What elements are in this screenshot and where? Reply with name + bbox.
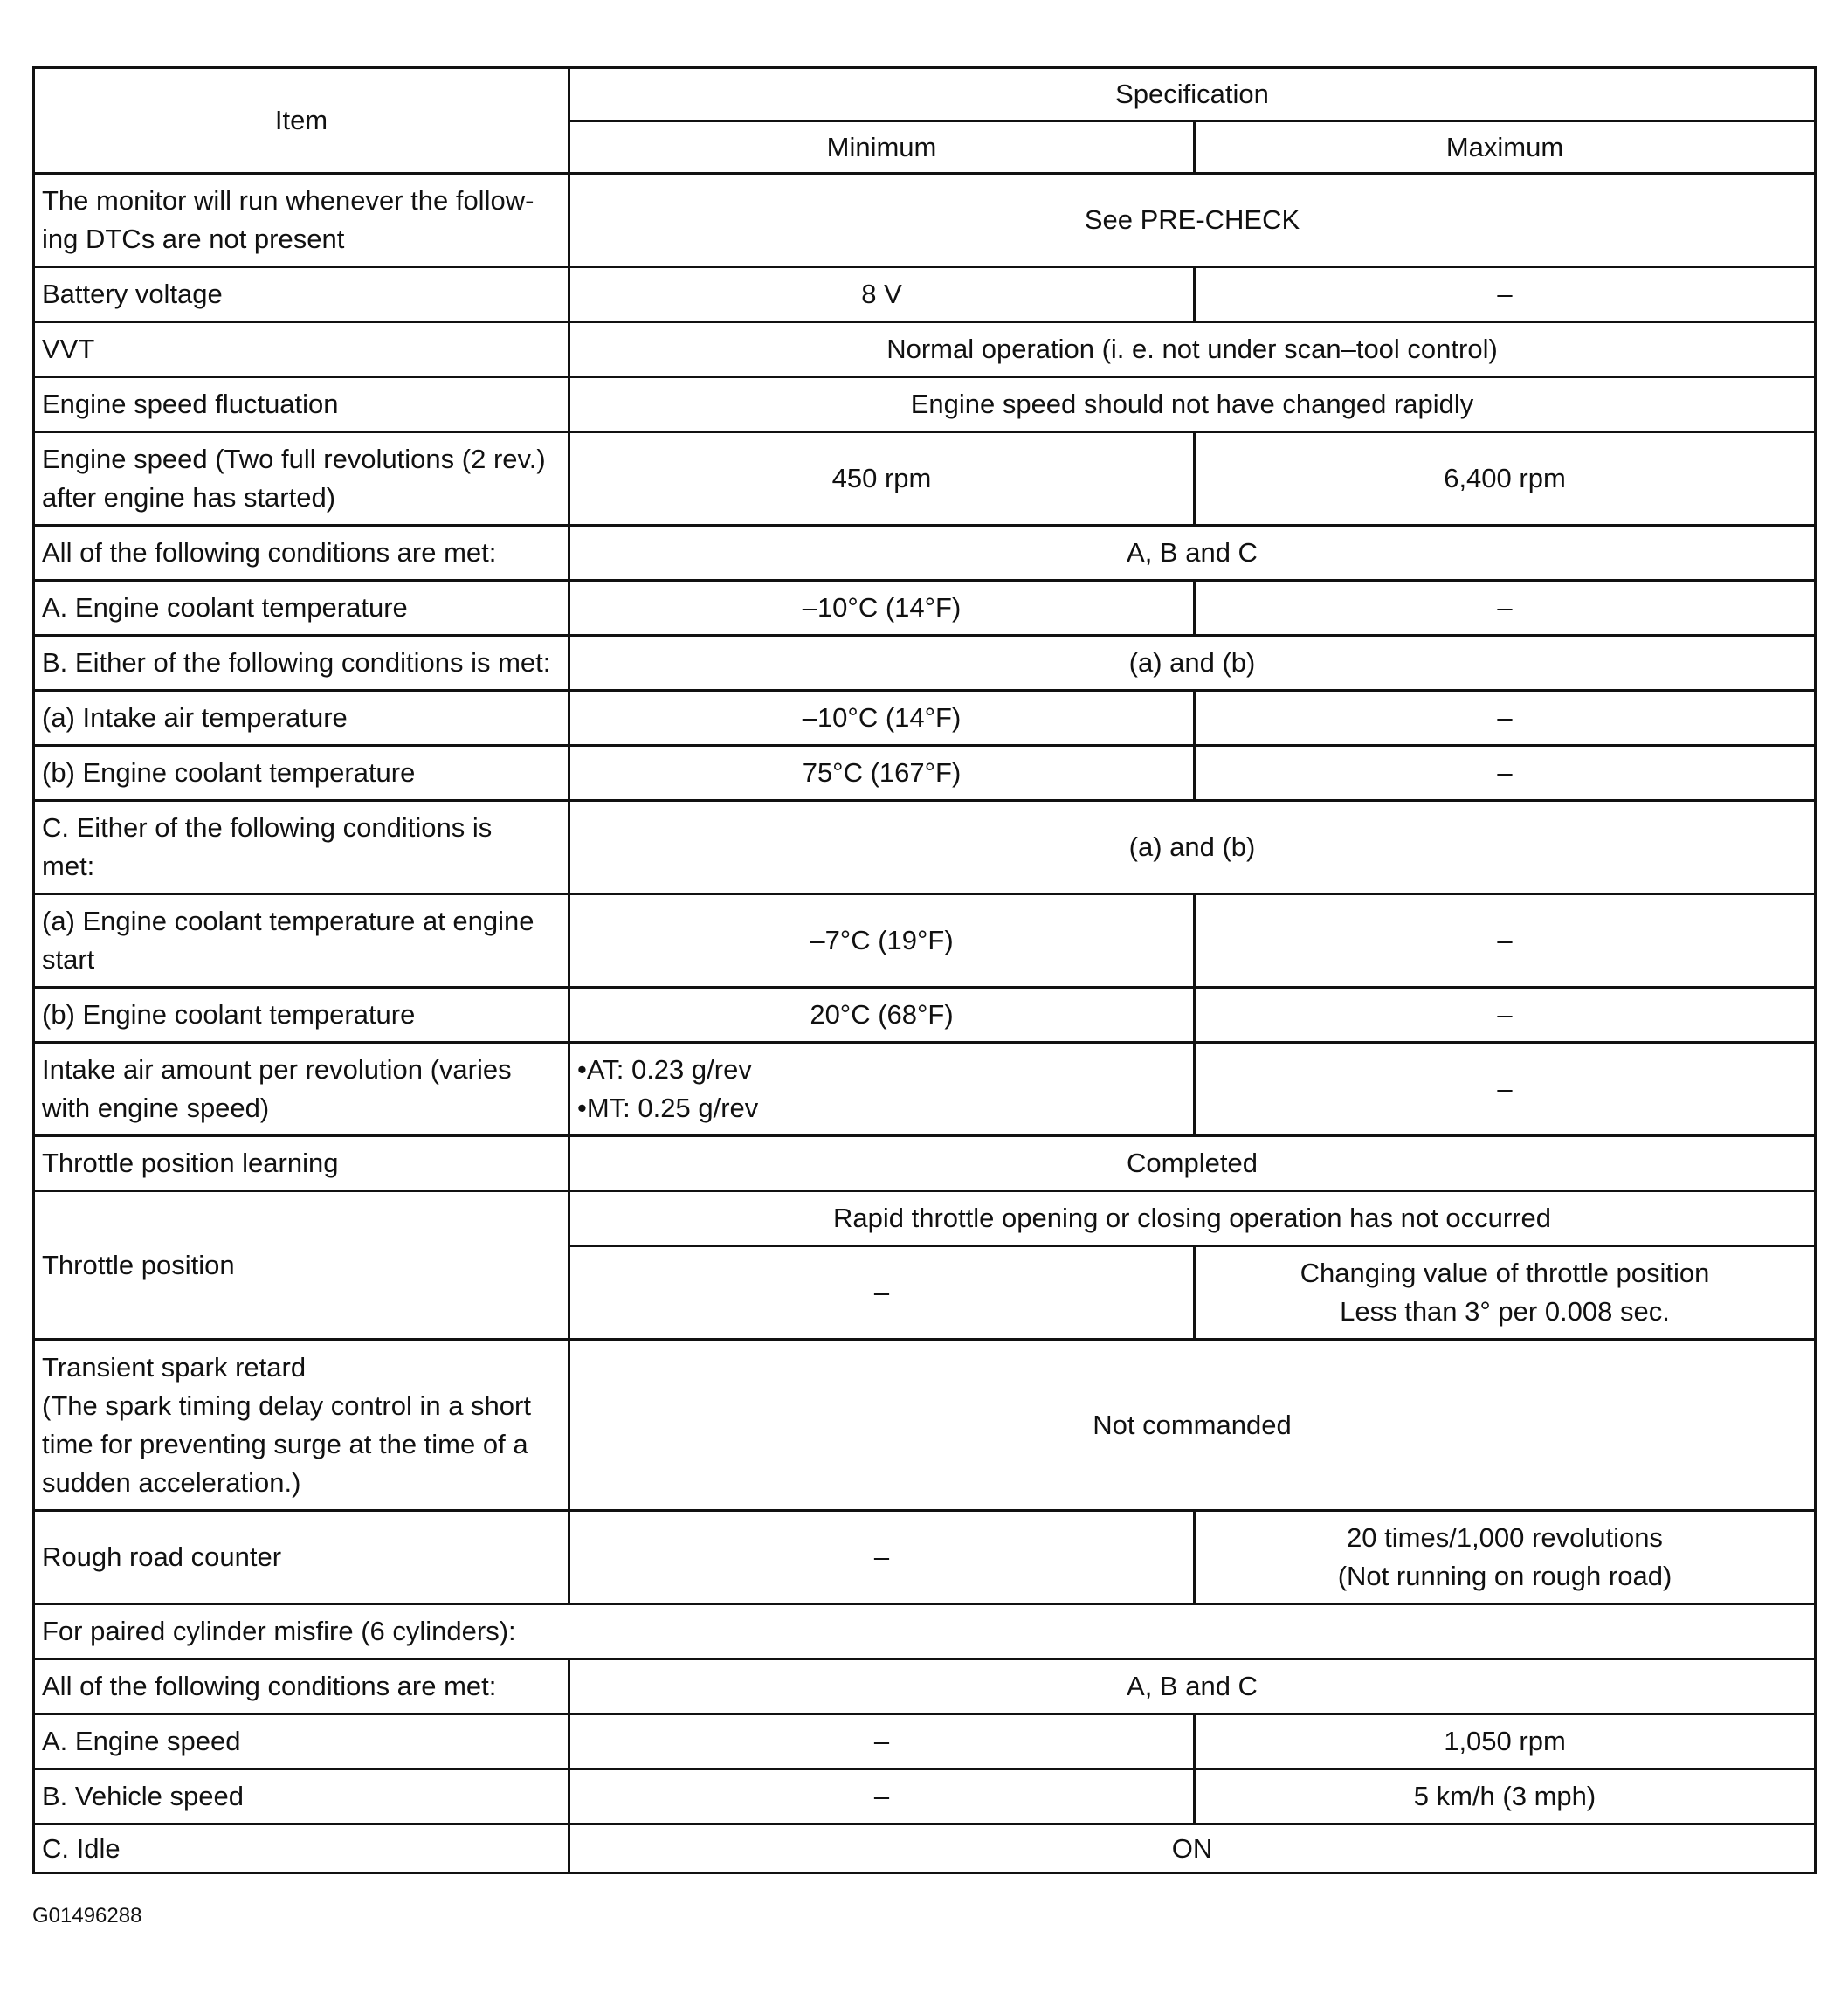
item-cell: Engine speed fluctuation bbox=[34, 377, 569, 432]
max-value: – bbox=[1195, 691, 1816, 746]
table-row bbox=[34, 377, 1816, 432]
item-cell: Rough road counter bbox=[34, 1511, 569, 1604]
figure-code: G01496288 bbox=[32, 1904, 142, 1927]
item-line: (a) Engine coolant temperature at engine bbox=[42, 906, 534, 936]
item-line: The monitor will run whenever the follow- bbox=[42, 185, 534, 216]
max-line: Changing value of throttle position bbox=[1300, 1258, 1710, 1288]
max-value bbox=[1195, 1511, 1816, 1604]
item-line: met: bbox=[42, 851, 95, 881]
min-value: –7°C (19°F) bbox=[569, 894, 1195, 988]
item-cell: All of the following conditions are met: bbox=[34, 1659, 569, 1714]
item-line: after engine has started) bbox=[42, 482, 336, 513]
max-value: – bbox=[1195, 894, 1816, 988]
item-line: C. Either of the following conditions is bbox=[42, 812, 493, 843]
min-value: 450 rpm bbox=[569, 432, 1195, 526]
item-cell bbox=[34, 1043, 569, 1136]
min-value bbox=[569, 1043, 1195, 1136]
spec-value: ON bbox=[569, 1824, 1816, 1873]
spec-value: Normal operation (i. e. not under scan–tool control) bbox=[569, 322, 1816, 377]
max-value: – bbox=[1195, 988, 1816, 1043]
table-row bbox=[34, 1604, 1816, 1659]
max-value: – bbox=[1195, 746, 1816, 801]
table-row bbox=[34, 691, 1816, 746]
item-cell: Throttle position learning bbox=[34, 1136, 569, 1191]
specification-table bbox=[32, 66, 1817, 1874]
item-cell: (a) Intake air temperature bbox=[34, 691, 569, 746]
table-row bbox=[34, 801, 1816, 894]
table-row bbox=[34, 526, 1816, 581]
table-row bbox=[34, 894, 1816, 988]
header-minimum: Minimum bbox=[569, 121, 1195, 174]
min-value: 75°C (167°F) bbox=[569, 746, 1195, 801]
item-cell bbox=[34, 174, 569, 267]
section-heading: For paired cylinder misfire (6 cylinders): bbox=[34, 1604, 1816, 1659]
min-line: •AT: 0.23 g/rev bbox=[577, 1054, 752, 1085]
item-cell bbox=[34, 894, 569, 988]
max-value: – bbox=[1195, 581, 1816, 636]
min-value: –10°C (14°F) bbox=[569, 691, 1195, 746]
table-row bbox=[34, 267, 1816, 322]
spec-value: (a) and (b) bbox=[569, 801, 1816, 894]
table-row bbox=[34, 1659, 1816, 1714]
item-cell: All of the following conditions are met: bbox=[34, 526, 569, 581]
spec-value: Completed bbox=[569, 1136, 1816, 1191]
header-item: Item bbox=[34, 68, 569, 174]
item-cell: (b) Engine coolant temperature bbox=[34, 988, 569, 1043]
table-row bbox=[34, 1136, 1816, 1191]
item-cell: VVT bbox=[34, 322, 569, 377]
item-cell bbox=[34, 1340, 569, 1511]
item-cell: Throttle position bbox=[34, 1191, 569, 1340]
table-row bbox=[34, 636, 1816, 691]
item-cell: Battery voltage bbox=[34, 267, 569, 322]
min-line: •MT: 0.25 g/rev bbox=[577, 1093, 759, 1123]
max-line: Less than 3° per 0.008 sec. bbox=[1340, 1296, 1670, 1327]
min-value: 8 V bbox=[569, 267, 1195, 322]
table-row bbox=[34, 1191, 1816, 1246]
spec-value: (a) and (b) bbox=[569, 636, 1816, 691]
item-cell: A. Engine speed bbox=[34, 1714, 569, 1769]
item-cell: B. Vehicle speed bbox=[34, 1769, 569, 1824]
item-line: with engine speed) bbox=[42, 1093, 270, 1123]
spec-value: Not commanded bbox=[569, 1340, 1816, 1511]
table-row bbox=[34, 581, 1816, 636]
spec-value: Rapid throttle opening or closing operation has not occurred bbox=[569, 1191, 1816, 1246]
item-line: ing DTCs are not present bbox=[42, 224, 345, 254]
item-cell: C. Idle bbox=[34, 1824, 569, 1873]
header-row bbox=[34, 68, 1816, 121]
item-line: Engine speed (Two full revolutions (2 rev.) bbox=[42, 444, 546, 474]
table-row bbox=[34, 1824, 1816, 1873]
max-value: – bbox=[1195, 267, 1816, 322]
table-row bbox=[34, 1340, 1816, 1511]
table-row bbox=[34, 322, 1816, 377]
spec-value: A, B and C bbox=[569, 526, 1816, 581]
item-cell: A. Engine coolant temperature bbox=[34, 581, 569, 636]
table-row bbox=[34, 174, 1816, 267]
min-value: – bbox=[569, 1714, 1195, 1769]
item-line: time for preventing surge at the time of a bbox=[42, 1428, 528, 1459]
min-value: – bbox=[569, 1511, 1195, 1604]
item-line: (The spark timing delay control in a short bbox=[42, 1390, 531, 1421]
max-value: – bbox=[1195, 1043, 1816, 1136]
min-value: 20°C (68°F) bbox=[569, 988, 1195, 1043]
header-specification: Specification bbox=[569, 68, 1816, 121]
table-row bbox=[34, 1043, 1816, 1136]
max-line: 20 times/1,000 revolutions bbox=[1347, 1522, 1663, 1553]
table-row bbox=[34, 1714, 1816, 1769]
header-maximum: Maximum bbox=[1195, 121, 1816, 174]
max-line: (Not running on rough road) bbox=[1337, 1561, 1672, 1591]
max-value: 6,400 rpm bbox=[1195, 432, 1816, 526]
item-cell: (b) Engine coolant temperature bbox=[34, 746, 569, 801]
table-row bbox=[34, 432, 1816, 526]
item-cell bbox=[34, 432, 569, 526]
max-value bbox=[1195, 1246, 1816, 1340]
table-row bbox=[34, 746, 1816, 801]
min-value: – bbox=[569, 1246, 1195, 1340]
min-value: – bbox=[569, 1769, 1195, 1824]
item-line: start bbox=[42, 944, 95, 975]
spec-value: See PRE-CHECK bbox=[569, 174, 1816, 267]
spec-value: Engine speed should not have changed rapidly bbox=[569, 377, 1816, 432]
item-line: Intake air amount per revolution (varies bbox=[42, 1054, 512, 1085]
table-row bbox=[34, 988, 1816, 1043]
table-row bbox=[34, 1769, 1816, 1824]
item-line: sudden acceleration.) bbox=[42, 1466, 301, 1498]
item-line: Transient spark retard bbox=[42, 1351, 307, 1383]
spec-value: A, B and C bbox=[569, 1659, 1816, 1714]
table-row bbox=[34, 1511, 1816, 1604]
max-value: 1,050 rpm bbox=[1195, 1714, 1816, 1769]
max-value: 5 km/h (3 mph) bbox=[1195, 1769, 1816, 1824]
min-value: –10°C (14°F) bbox=[569, 581, 1195, 636]
item-cell: B. Either of the following conditions is met: bbox=[34, 636, 569, 691]
item-cell bbox=[34, 801, 569, 894]
